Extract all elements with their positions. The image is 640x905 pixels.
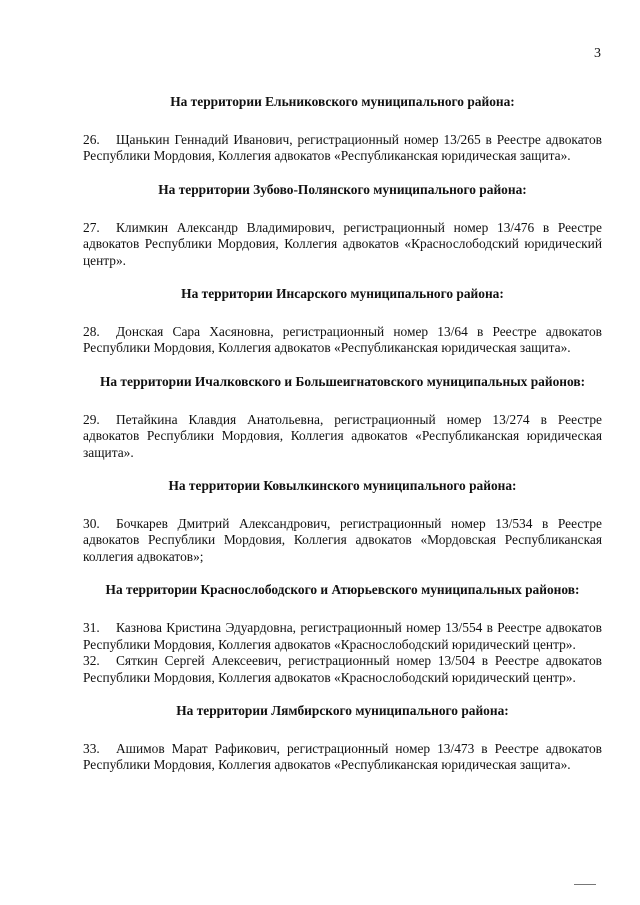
- section-heading: На территории Ичалковского и Большеигнатовского муниципальных районов:: [99, 373, 586, 389]
- section-heading: На территории Ельниковского муниципального района:: [170, 94, 515, 109]
- item-number: 31.: [83, 620, 100, 636]
- list-item: [83, 412, 602, 461]
- item-text: Донская Сара Хасяновна, регистрационный номер 13/64 в Реестре адвокатов Республики Мордовия, Коллегия адвокатов «Республиканская юридическая защита».: [83, 324, 602, 356]
- section-heading: На территории Ковылкинского муниципального района:: [168, 478, 517, 494]
- section-ichalkovsky: [83, 374, 602, 461]
- section-kovylkinsky: [83, 478, 602, 565]
- item-number: 26.: [83, 132, 100, 147]
- section-krasnoslobodsky: [83, 582, 602, 686]
- scan-mark: [574, 884, 596, 885]
- section-insarsky: [83, 286, 602, 357]
- list-item: [83, 220, 602, 269]
- list-item: [83, 741, 602, 774]
- section-elnikovsky: [83, 94, 602, 165]
- item-text: Ашимов Марат Рафикович, регистрационный номер 13/473 в Реестре адвокатов Республики Мордовия, Коллегия адвокатов «Республиканская юридическая защита».: [83, 740, 602, 773]
- list-item: [83, 132, 602, 165]
- item-text: Казнова Кристина Эдуардовна, регистрационный номер 13/554 в Реестре адвокатов Республики Мордовия, Коллегия адвокатов «Краснослободский юридический центр».: [83, 620, 602, 652]
- item-text: Петайкина Клавдия Анатольевна, регистрационный номер 13/274 в Реестре адвокатов Республики Мордовия, Коллегия адвокатов «Республиканская юридическая защита».: [83, 411, 602, 460]
- page-number: 3: [594, 46, 601, 61]
- section-heading: На территории Зубово-Полянского муниципального района:: [158, 181, 527, 197]
- item-number: 32.: [83, 653, 100, 669]
- section-lyambirsky: [83, 703, 602, 774]
- item-text: Климкин Александр Владимирович, регистрационный номер 13/476 в Реестре адвокатов Республики Мордовия, Коллегия адвокатов «Краснослободский юридический центр».: [83, 219, 602, 268]
- item-number: 28.: [83, 324, 100, 340]
- item-number: 27.: [83, 219, 100, 235]
- list-item: [83, 324, 602, 357]
- item-number: 33.: [83, 740, 100, 756]
- item-text: Сяткин Сергей Алексеевич, регистрационный номер 13/504 в Реестре адвокатов Республики Мордовия, Коллегия адвокатов «Краснослободский юридический центр».: [83, 653, 602, 685]
- item-text: Щанькин Геннадий Иванович, регистрационный номер 13/265 в Реестре адвокатов Республики Мордовия, Коллегия адвокатов «Республиканская юридическая защита».: [83, 132, 602, 164]
- list-item: [83, 653, 602, 686]
- section-zubovo-polyansky: [83, 182, 602, 269]
- list-item: [83, 620, 602, 653]
- section-heading: На территории Краснослободского и Атюрьевского муниципальных районов:: [105, 582, 580, 598]
- item-number: 29.: [83, 411, 100, 427]
- section-heading: На территории Инсарского муниципального района:: [181, 286, 504, 302]
- item-number: 30.: [83, 516, 100, 532]
- item-text: Бочкарев Дмитрий Александрович, регистрационный номер 13/534 в Реестре адвокатов Республики Мордовия, Коллегия адвокатов «Мордовская Республиканская коллегия адвокатов»;: [83, 516, 602, 564]
- section-heading: На территории Лямбирского муниципального района:: [176, 702, 509, 718]
- document-body: [83, 94, 602, 774]
- list-item: [83, 516, 602, 565]
